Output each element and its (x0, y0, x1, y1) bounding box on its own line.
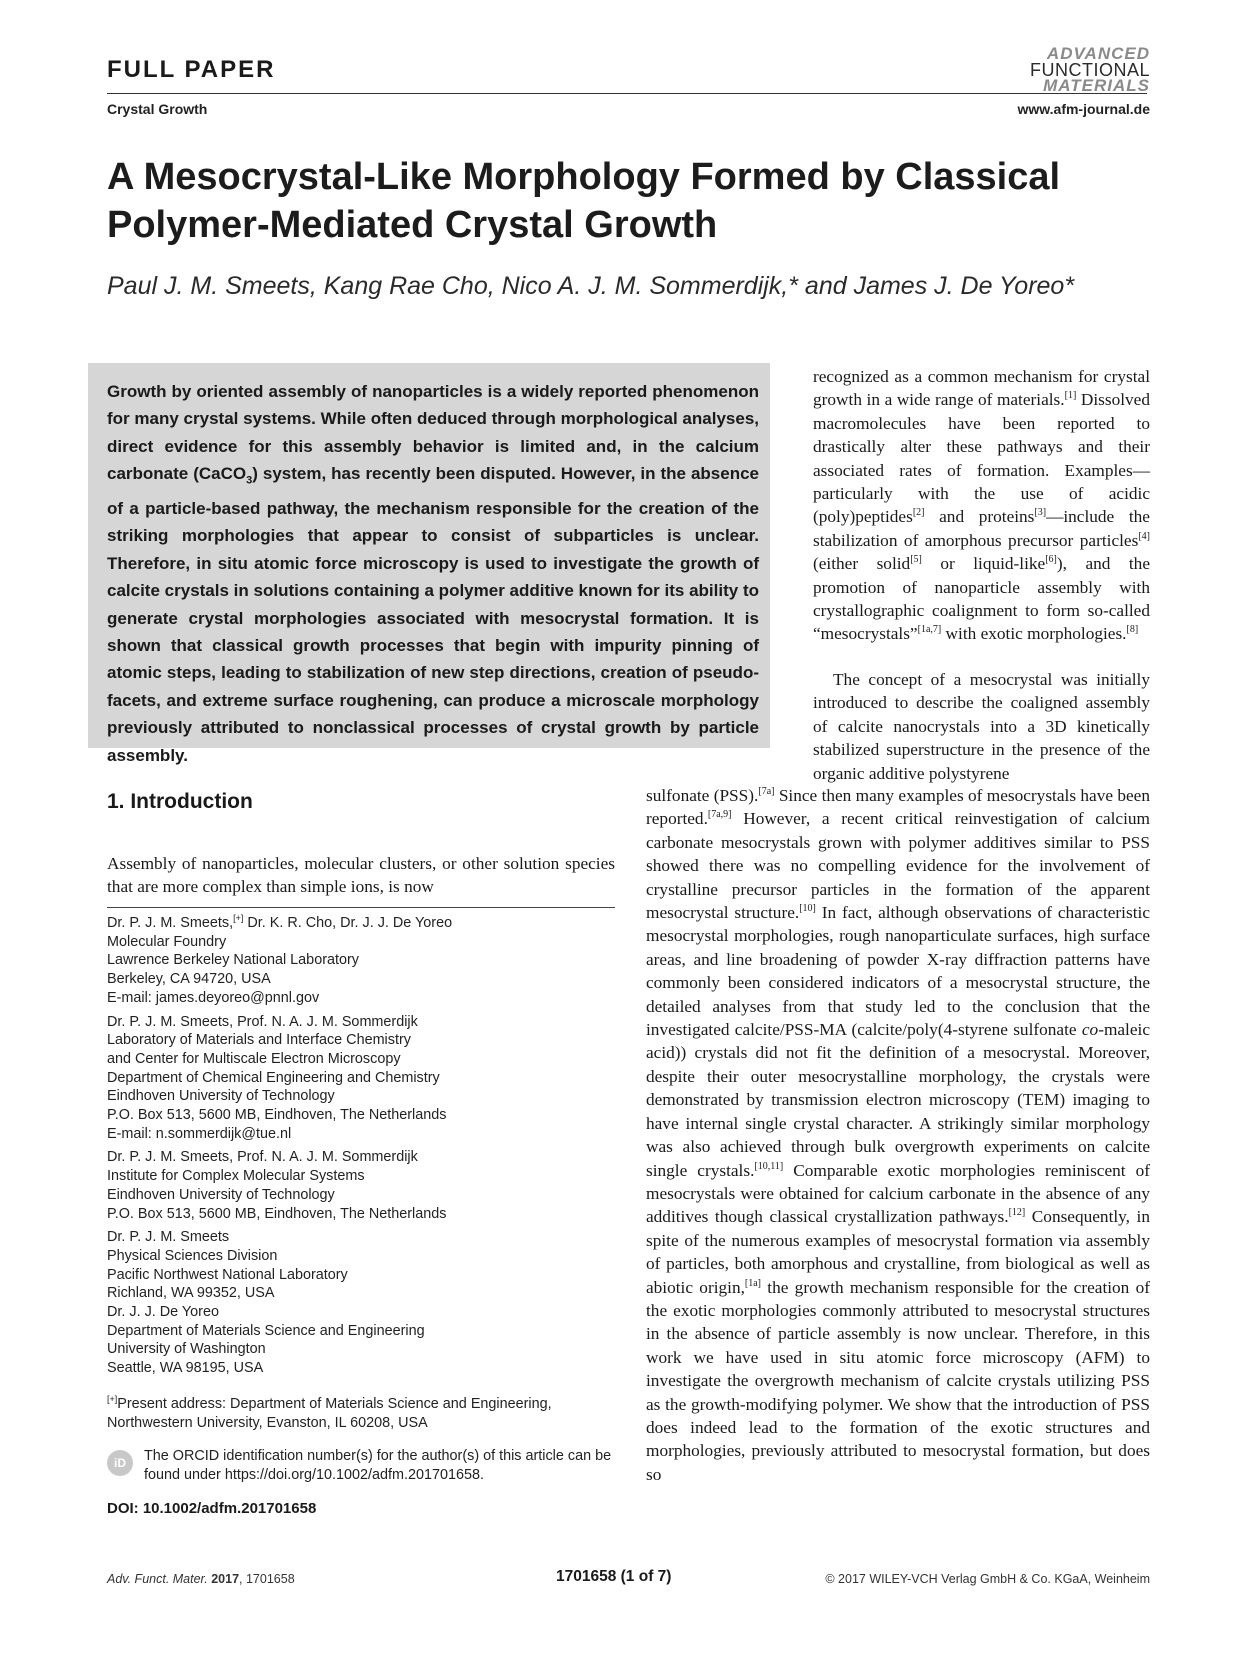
affiliation-line (107, 914, 627, 933)
text-run: Consequently, in spite of the numerous examples of mesocrystal formation via assembly of particles, both amorphous and crystalline, from biological as well as abiotic origin, (646, 1207, 1150, 1297)
affiliation-line: Richland, WA 99352, USA (107, 1285, 275, 1302)
text-run: However, a recent critical reinvestigation of calcium carbonate mesocrystals grown with polymer additives similar to PSS showed there was no compelling evidence for the involvement of crystalline precursor particles in the formation of the apparent mesocrystal structure. (646, 809, 1150, 923)
present-address-note (107, 1395, 627, 1432)
body-paragraph-right-a (813, 365, 1150, 646)
affiliation-block (107, 1228, 627, 1378)
text-run: or liquid-like (921, 554, 1046, 574)
text-run: Since then many examples of mesocrystals have been reported. (646, 786, 1150, 829)
text-run: In fact, although observations of characteristic mesocrystal morphologies, rough nanoparticulate surfaces, high surface areas, and line broadening of powder X-ray diffraction patterns have commonly been considered indicators of a mesocrystal structure, the detailed analyses from that study led to the conclusion that the investigated calcite/PSS-MA (calcite/poly(4-styrene sulfonate (646, 903, 1150, 1040)
journal-website-link[interactable]: www.afm-journal.de (1017, 101, 1150, 117)
affiliation-rule (107, 907, 615, 908)
body-paragraph-right-c (646, 784, 1150, 1486)
text-run: with exotic morphologies. (941, 624, 1127, 644)
affiliation-line: Molecular Foundry (107, 933, 227, 950)
text-run: the growth mechanism responsible for the creation of the exotic morphologies commonly attributed to mesocrystal structures in the absence of particle assembly is now unclear. Therefore, in this work we have used in situ atomic force microscopy (AFM) to investigate the overgrowth mechanism of calcite crystals utilizing PSS as the growth-modifying polymer. We show that the introduction of PSS does indeed lead to the formation of the exotic structures and morphologies, previously attributed to mesocrystal formation, but does so (646, 1277, 1150, 1484)
text-run: Dissolved macromolecules have been reported to drastically alter these pathways and their associated rates of formation. Examples—particularly with the use of acidic (poly)peptides (813, 390, 1150, 527)
affiliation-line: Eindhoven University of Technology (107, 1088, 335, 1105)
citation[interactable]: [3] (1034, 507, 1047, 519)
citation[interactable]: [8] (1126, 624, 1139, 636)
page-number: 1701658 (1 of 7) (556, 1568, 672, 1585)
text-run: (either solid (813, 554, 911, 574)
affiliations (107, 914, 627, 1383)
text-run: Dr. K. R. Cho, Dr. J. J. De Yoreo (243, 915, 453, 931)
abstract-part-1: Growth by oriented assembly of nanoparticles is a widely reported phenomenon for many crystal systems. While often deduced through morphological analyses, direct evidence for this assembly behavior is limited and, in the calcium carbonate (CaCO (107, 382, 759, 484)
text-run: sulfonate (PSS). (646, 786, 759, 805)
affiliation-block (107, 914, 627, 1008)
text-run: ), and the promotion of nanoparticle assembly with crystallographic coalignment to form so-called “mesocrystals” (813, 554, 1150, 644)
affiliation-line: Dr. P. J. M. Smeets, Prof. N. A. J. M. Sommerdijk (107, 1149, 418, 1166)
section-heading-introduction: 1. Introduction (107, 790, 253, 813)
affiliation-line: Dr. J. J. De Yoreo (107, 1304, 219, 1321)
affiliation-line: P.O. Box 513, 5600 MB, Eindhoven, The Netherlands (107, 1205, 447, 1222)
citation[interactable]: [1] (1064, 390, 1077, 402)
affiliation-line: Dr. P. J. M. Smeets (107, 1229, 230, 1246)
footer-journal: Adv. Funct. Mater. (107, 1572, 208, 1586)
footnote-mark: [+] (107, 1394, 118, 1405)
affiliation-line: Seattle, WA 98195, USA (107, 1360, 264, 1377)
citation[interactable]: [12] (1008, 1207, 1026, 1219)
affiliation-line: and Center for Multiscale Electron Microscopy (107, 1050, 401, 1067)
footer-citation (107, 1572, 295, 1586)
email-link[interactable]: E-mail: n.sommerdijk@tue.nl (107, 1125, 292, 1142)
footnote-mark: [+] (233, 913, 244, 924)
text-run: recognized as a common mechanism for crystal growth in a wide range of materials. (813, 367, 1150, 410)
intro-paragraph: Assembly of nanoparticles, molecular clusters, or other solution species that are more complex than simple ions, is now (107, 854, 615, 897)
abstract-text (107, 378, 759, 769)
logo-line-1: ADVANCED (1046, 44, 1150, 63)
email-link[interactable]: E-mail: james.deyoreo@pnnl.gov (107, 989, 320, 1006)
affiliation-line: Physical Sciences Division (107, 1247, 278, 1264)
text-run: Dr. P. J. M. Smeets, (107, 915, 234, 931)
footer-article: , 1701658 (239, 1572, 295, 1586)
citation[interactable]: [5] (910, 554, 922, 566)
affiliation-line: Institute for Complex Molecular Systems (107, 1168, 365, 1185)
paper-type-label: FULL PAPER (107, 56, 276, 83)
affiliation-line: Department of Chemical Engineering and Chemistry (107, 1069, 440, 1086)
journal-logo (1000, 46, 1150, 94)
body-paragraph-right-b: The concept of a mesocrystal was initially introduced to describe the coaligned assembly of calcite nanocrystals into a 3D kinetically stabilized superstructure in the presence of the organic additive polystyrene (813, 670, 1150, 783)
citation[interactable]: [1a] (744, 1277, 762, 1289)
paper-title: A Mesocrystal-Like Morphology Formed by Classical Polymer-Mediated Crystal Growth (107, 156, 1061, 246)
doi-link[interactable]: DOI: 10.1002/adfm.201701658 (107, 1500, 317, 1517)
citation[interactable]: [4] (1138, 531, 1150, 543)
affiliation-line: Department of Materials Science and Engineering (107, 1322, 425, 1339)
affiliation-line: P.O. Box 513, 5600 MB, Eindhoven, The Netherlands (107, 1107, 447, 1124)
text-run: Comparable exotic morphologies reminiscent of mesocrystals were obtained for calcium carbonate in the absence of any additives though classical crystallization pathways. (646, 1160, 1150, 1227)
orcid-note: The ORCID identification number(s) for the author(s) of this article can be found under https://doi.org/10.1002/adfm.201701658. (144, 1448, 612, 1483)
citation[interactable]: [10,11] (754, 1160, 784, 1172)
citation[interactable]: [6] (1045, 554, 1057, 566)
abstract-subscript: 3 (246, 474, 253, 487)
text-run: and proteins (924, 507, 1035, 527)
affiliation-line: Laboratory of Materials and Interface Chemistry (107, 1032, 411, 1049)
affiliation-line: Lawrence Berkeley National Laboratory (107, 952, 359, 969)
text-run: -maleic acid)) crystals did not fit the definition of a mesocrystal. Moreover, despite their outer mesocrystalline morphology, the crystals were demonstrated by transmission electron microscopy (TEM) imaging to have internal single crystal character. A strikingly similar morphology was also achieved through bulk overgrowth experiments on calcite single crystals. (646, 1020, 1150, 1180)
footer-year: 2017 (211, 1572, 240, 1586)
affiliation-line: University of Washington (107, 1341, 266, 1358)
logo-line-2: FUNCTIONAL (1029, 60, 1150, 80)
affiliation-line: Pacific Northwest National Laboratory (107, 1266, 348, 1283)
author-list: Paul J. M. Smeets, Kang Rae Cho, Nico A. J. M. Sommerdijk,* and James J. De Yoreo* (107, 272, 1075, 300)
header-rule (107, 93, 1147, 94)
orcid-icon[interactable]: iD (107, 1450, 133, 1476)
footer-copyright: © 2017 WILEY-VCH Verlag GmbH & Co. KGaA, Weinheim (825, 1572, 1150, 1586)
italic-text: co (1081, 1020, 1099, 1040)
citation[interactable]: [10] (799, 903, 816, 915)
citation[interactable]: [1a,7] (917, 624, 942, 636)
affiliation-block (107, 1148, 627, 1223)
affiliation-line: Berkeley, CA 94720, USA (107, 971, 271, 988)
logo-line-3: MATERIALS (1043, 76, 1150, 95)
text-run: Present address: Department of Materials Science and Engineering, Northwestern University, Evanston, IL 60208, USA (107, 1396, 552, 1431)
citation[interactable]: [2] (912, 507, 925, 519)
citation[interactable]: [7a,9] (707, 809, 732, 821)
affiliation-line: Eindhoven University of Technology (107, 1186, 335, 1203)
section-label: Crystal Growth (107, 101, 208, 117)
abstract-part-2: ) system, has recently been disputed. However, in the absence of a particle-based pathway, the mechanism responsible for the creation of the striking morphologies that appear to consist of subparticles is unclear. Therefore, in situ atomic force microscopy is used to investigate the growth of calcite crystals in solutions containing a polymer additive known for its ability to generate crystal morphologies associated with mesocrystal formation. It is shown that classical growth processes that begin with impurity pinning of atomic steps, leading to stabilization of new step directions, creation of pseudo-facets, and extreme surface roughening, can produce a microscale morphology previously attributed to nonclassical processes of crystal growth by particle assembly. (107, 464, 759, 765)
text-run: —include the stabilization of amorphous precursor particles (813, 507, 1150, 550)
affiliation-line: Dr. P. J. M. Smeets, Prof. N. A. J. M. Sommerdijk (107, 1013, 418, 1030)
citation[interactable]: [7a] (758, 786, 775, 798)
affiliation-block (107, 1013, 627, 1144)
